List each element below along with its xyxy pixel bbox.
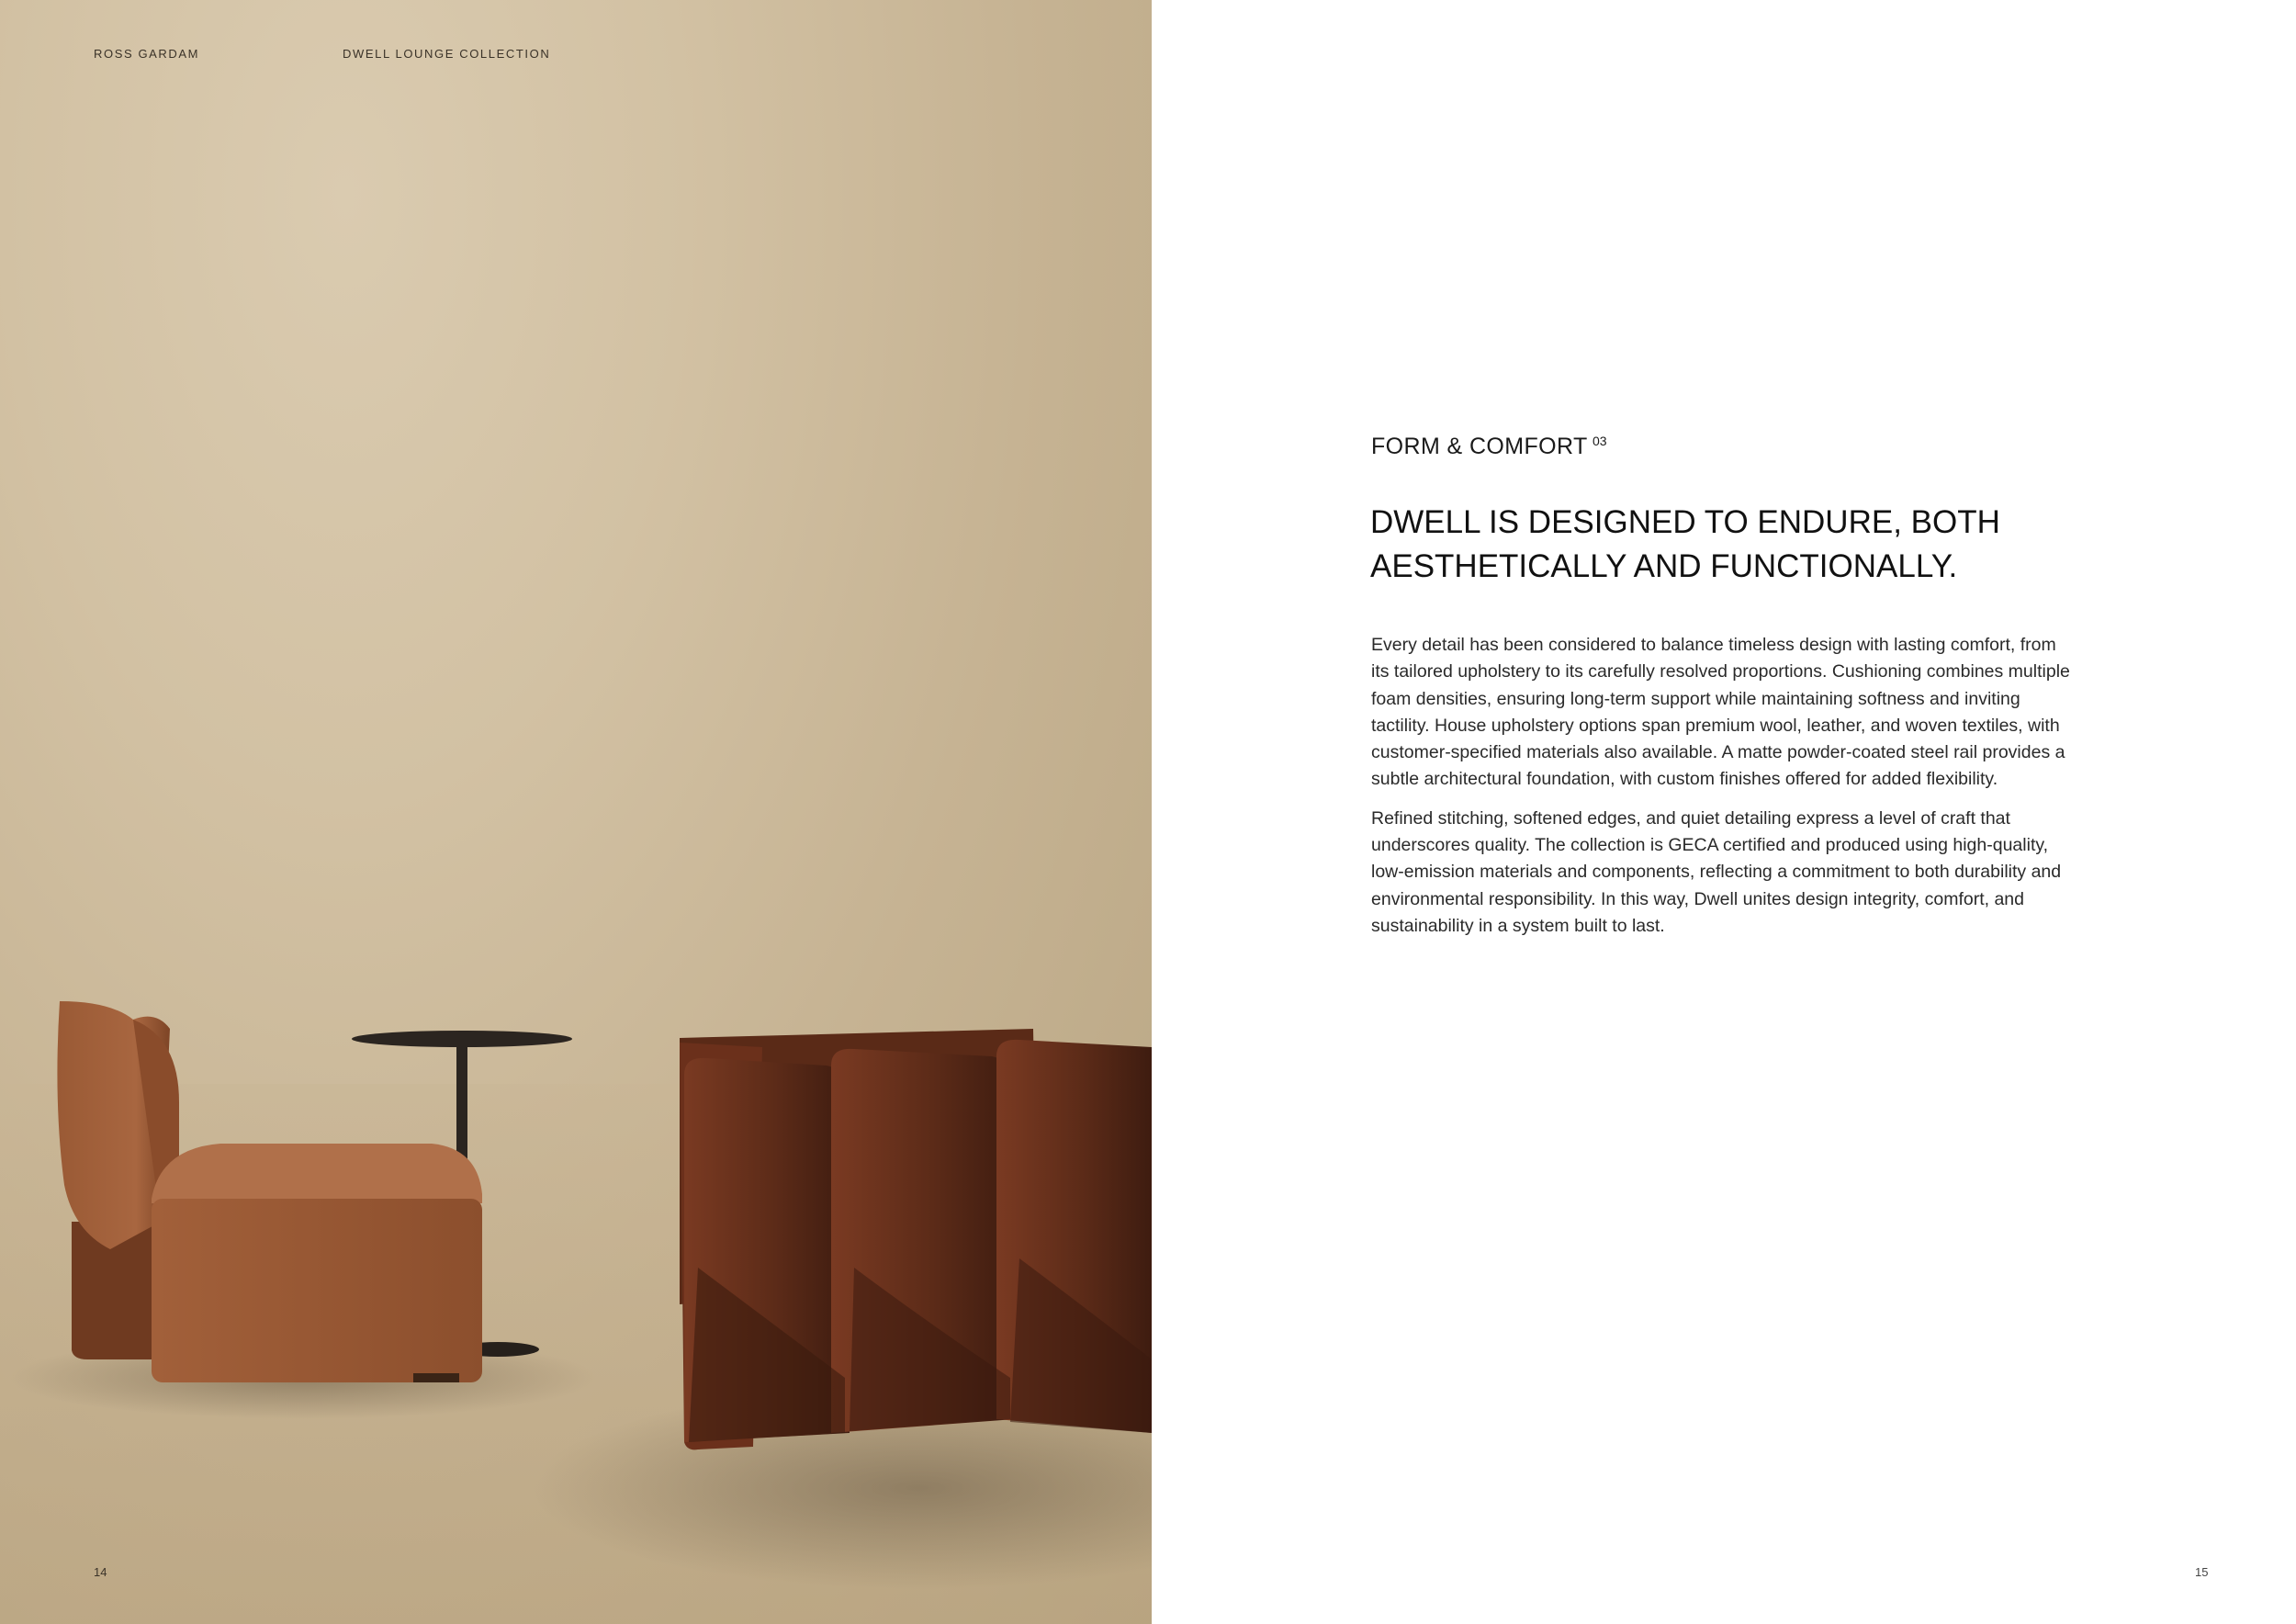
- page-number-right: 15: [2195, 1565, 2209, 1579]
- body-paragraph-2: Refined stitching, softened edges, and quiet detailing express a level of craft that underscores quality. The collection is GECA certified and produced using high-quality, low-emission materials and components, reflecting a commitment to both durability and environmental responsibility. In this way, Dwell unites design integrity, comfort, and sustainability in a system built to last.: [1371, 807, 2062, 936]
- page-number-left: 14: [94, 1565, 107, 1579]
- body-paragraph-1: Every detail has been considered to balance timeless design with lasting comfort, from its tailored upholstery to its carefully resolved proportions. Cushioning combines multiple foam densities, ensuring long-term support while maintaining softness and inviting tactility. House upholstery options span premium wool, leather, and woven textiles, with customer-specified materials also available. A matte powder-coated steel rail provides a subtle architectural foundation, with custom finishes offered for added flexibility.: [1371, 635, 2070, 790]
- body-copy: [1371, 632, 2078, 952]
- lounge-chair: [57, 1001, 482, 1382]
- right-page: [1152, 0, 2296, 1624]
- running-head-brand: ROSS GARDAM: [94, 47, 200, 61]
- section-number: 03: [1593, 434, 1607, 448]
- sofa: [680, 1029, 1152, 1449]
- headline-line-2: AESTHETICALLY AND FUNCTIONALLY.: [1370, 548, 1958, 584]
- headline: [1370, 501, 2197, 589]
- running-head-collection: DWELL LOUNGE COLLECTION: [343, 47, 551, 61]
- section-label: FORM & COMFORT: [1371, 434, 1588, 459]
- headline-line-1: DWELL IS DESIGNED TO ENDURE, BOTH: [1370, 504, 2000, 540]
